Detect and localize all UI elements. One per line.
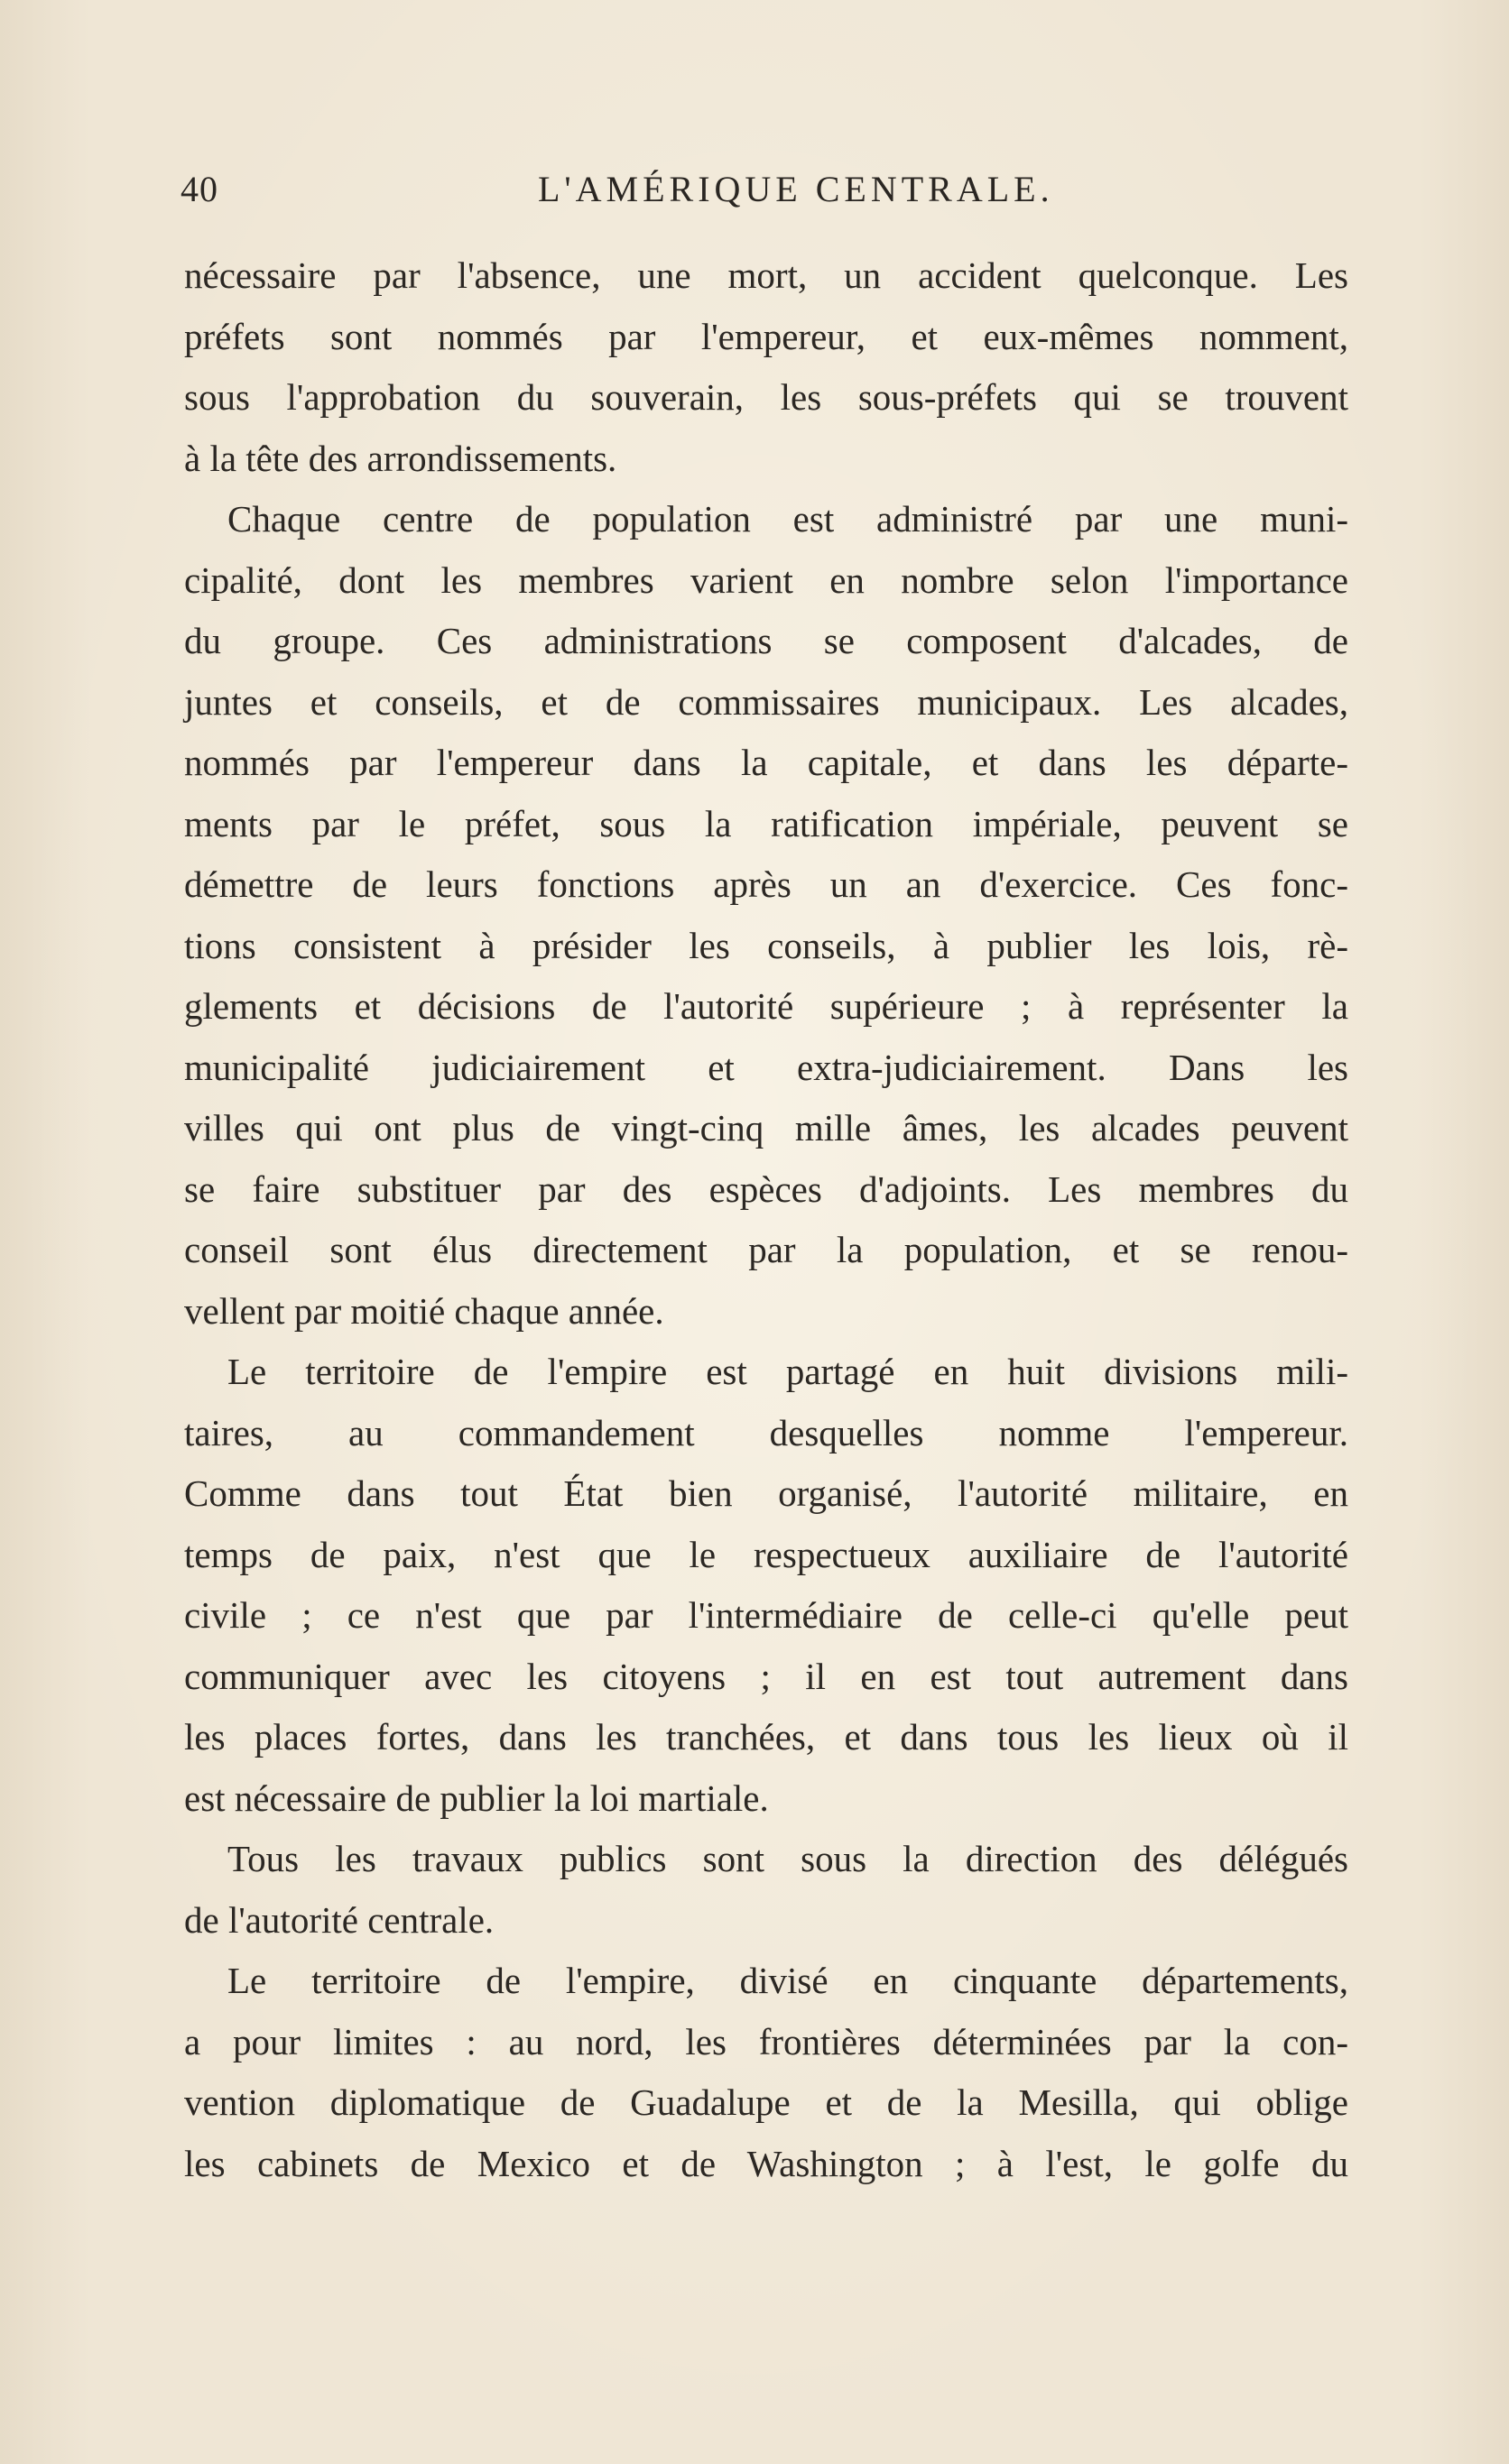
text-line: démettre de leurs fonctions après un an d'exercice. Ces fonc- <box>184 863 1348 905</box>
page-number: 40 <box>181 169 218 209</box>
text-line: municipalité judiciairement et extra-judiciairement. Dans les <box>184 1046 1348 1088</box>
text-line: communiquer avec les citoyens ; il en est tout autrement dans <box>184 1655 1348 1697</box>
text-line: temps de paix, n'est que le respectueux auxiliaire de l'autorité <box>184 1533 1348 1575</box>
paragraph <box>184 245 1348 489</box>
text-line: glements et décisions de l'autorité supérieure ; à représenter la <box>184 985 1348 1027</box>
text-line: nécessaire par l'absence, une mort, un accident quelconque. Les <box>184 254 1348 296</box>
text-line: taires, au commandement desquelles nomme l'empereur. <box>184 1411 1348 1453</box>
text-line: cipalité, dont les membres varient en nombre selon l'importance <box>184 558 1348 601</box>
text-line: sous l'approbation du souverain, les sous-préfets qui se trouvent <box>184 376 1348 418</box>
running-head <box>181 168 1354 222</box>
text-line: Chaque centre de population est administré par une muni- <box>227 498 1348 540</box>
text-line: Tous les travaux publics sont sous la direction des délégués <box>227 1838 1348 1879</box>
text-line: a pour limites : au nord, les frontières déterminées par la con- <box>184 2020 1348 2063</box>
running-head-title: L'AMÉRIQUE CENTRALE. <box>538 169 1054 209</box>
text-line: du groupe. Ces administrations se composent d'alcades, de <box>184 620 1348 661</box>
text-line: juntes et conseils, et de commissaires municipaux. Les alcades, <box>184 680 1348 723</box>
text-line: Le territoire de l'empire, divisé en cinquante départements, <box>227 1960 1348 2001</box>
body-text <box>184 245 1348 2194</box>
text-line: les cabinets de Mexico et de Washington ; à l'est, le golfe du <box>184 2142 1348 2184</box>
text-line: conseil sont élus directement par la population, et se renou- <box>184 1229 1348 1270</box>
paragraph <box>184 1342 1348 1829</box>
text-line: est nécessaire de publier la loi martiale. <box>184 1776 769 1819</box>
text-line: nommés par l'empereur dans la capitale, et dans les départe- <box>184 742 1348 783</box>
text-line: se faire substituer par des espèces d'adjoints. Les membres du <box>184 1167 1348 1210</box>
paragraph <box>184 489 1348 1342</box>
text-line: de l'autorité centrale. <box>184 1898 495 1941</box>
text-line: à la tête des arrondissements. <box>184 437 617 479</box>
paragraph <box>184 1829 1348 1951</box>
text-line: préfets sont nommés par l'empereur, et eux-mêmes nomment, <box>184 315 1348 357</box>
text-line: vellent par moitié chaque année. <box>184 1289 664 1332</box>
text-line: tions consistent à présider les conseils, à publier les lois, rè- <box>184 924 1348 966</box>
text-line: Le territoire de l'empire est partagé en huit divisions mili- <box>227 1351 1348 1392</box>
text-line: villes qui ont plus de vingt-cinq mille âmes, les alcades peuvent <box>184 1107 1348 1149</box>
text-line: vention diplomatique de Guadalupe et de la Mesilla, qui oblige <box>184 2081 1348 2123</box>
text-line: ments par le préfet, sous la ratification impériale, peuvent se <box>184 802 1348 844</box>
paragraph <box>184 1951 1348 2194</box>
text-line: civile ; ce n'est que par l'intermédiaire de celle-ci qu'elle peut <box>184 1594 1348 1636</box>
text-line: Comme dans tout État bien organisé, l'autorité militaire, en <box>184 1472 1348 1514</box>
text-line: les places fortes, dans les tranchées, et dans tous les lieux où il <box>184 1716 1348 1758</box>
